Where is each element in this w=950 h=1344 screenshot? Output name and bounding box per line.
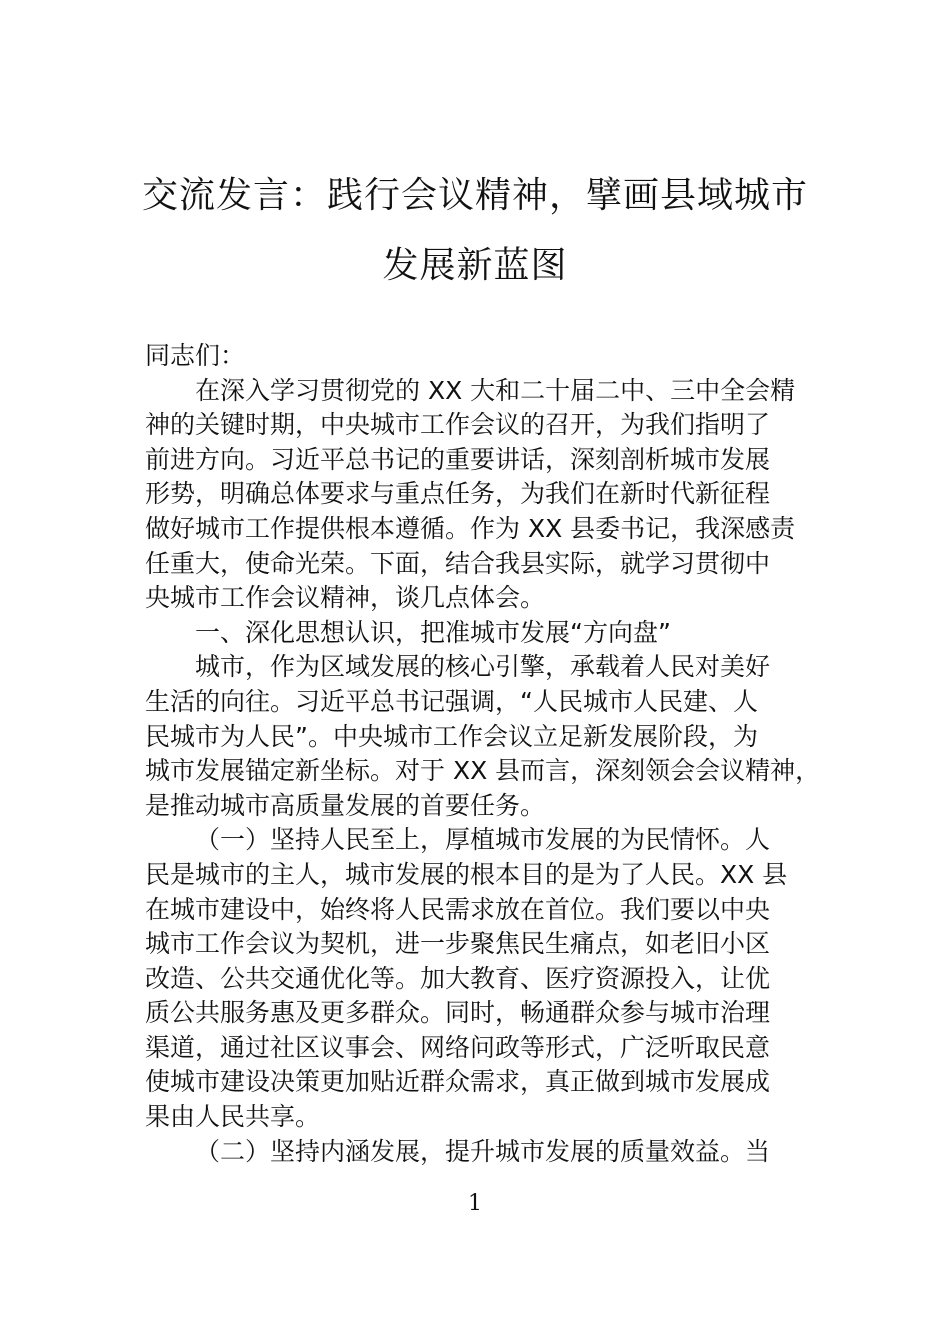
body-text-line: 在深入学习贯彻党的 XX 大和二十届二中、三中全会精 bbox=[195, 375, 796, 405]
body-text-line: 民城市为人民”。中央城市工作会议立足新发展阶段，为 bbox=[145, 721, 758, 751]
body-text-line: 质公共服务惠及更多群众。同时，畅通群众参与城市治理 bbox=[145, 998, 771, 1028]
document-body bbox=[145, 339, 835, 1169]
body-text-line: 城市，作为区域发展的核心引擎，承载着人民对美好 bbox=[195, 652, 771, 682]
body-text-line: 城市工作会议为契机，进一步聚焦民生痛点，如老旧小区 bbox=[145, 929, 771, 959]
body-text-line: 神的关键时期，中央城市工作会议的召开，为我们指明了 bbox=[145, 410, 771, 440]
body-text-line: 生活的向往。习近平总书记强调，“人民城市人民建、人 bbox=[145, 686, 758, 716]
body-text-line: 是推动城市高质量发展的首要任务。 bbox=[145, 790, 546, 820]
body-text-line: 渠道，通过社区议事会、网络问政等形式，广泛听取民意 bbox=[145, 1032, 771, 1062]
body-text-line: 果由人民共享。 bbox=[145, 1102, 321, 1132]
document-title-line-1: 交流发言：践行会议精神，擘画县域城市 bbox=[141, 175, 808, 216]
body-text-line: 形势，明确总体要求与重点任务，为我们在新时代新征程 bbox=[145, 479, 771, 509]
document-title-line-2: 发展新蓝图 bbox=[382, 245, 568, 286]
body-text-line: 任重大，使命光荣。下面，结合我县实际，就学习贯彻中 bbox=[145, 548, 771, 578]
body-text-line: 城市发展锚定新坐标。对于 XX 县而言，深刻领会会议精神， bbox=[145, 756, 821, 786]
body-text-line: （二）坚持内涵发展，提升城市发展的质量效益。当 bbox=[195, 1136, 771, 1166]
body-text-line: 民是城市的主人，城市发展的根本目的是为了人民。XX 县 bbox=[145, 859, 788, 889]
body-text-line: 同志们： bbox=[145, 341, 246, 370]
body-text-line: 前进方向。习近平总书记的重要讲话，深刻剖析城市发展 bbox=[145, 444, 771, 474]
body-text-line: 使城市建设决策更加贴近群众需求，真正做到城市发展成 bbox=[145, 1067, 771, 1097]
body-text-line: 在城市建设中，始终将人民需求放在首位。我们要以中央 bbox=[145, 894, 771, 924]
body-text-line: 做好城市工作提供根本遵循。作为 XX 县委书记，我深感责 bbox=[145, 513, 796, 543]
body-text-line: 改造、公共交通优化等。加大教育、医疗资源投入，让优 bbox=[145, 963, 771, 993]
body-text-line: （一）坚持人民至上，厚植城市发展的为民情怀。人 bbox=[195, 825, 771, 855]
body-text-line: 央城市工作会议精神，谈几点体会。 bbox=[145, 583, 546, 613]
page-number: 1 bbox=[468, 1191, 482, 1216]
body-text-line: 一、深化思想认识，把准城市发展“方向盘” bbox=[195, 617, 671, 647]
